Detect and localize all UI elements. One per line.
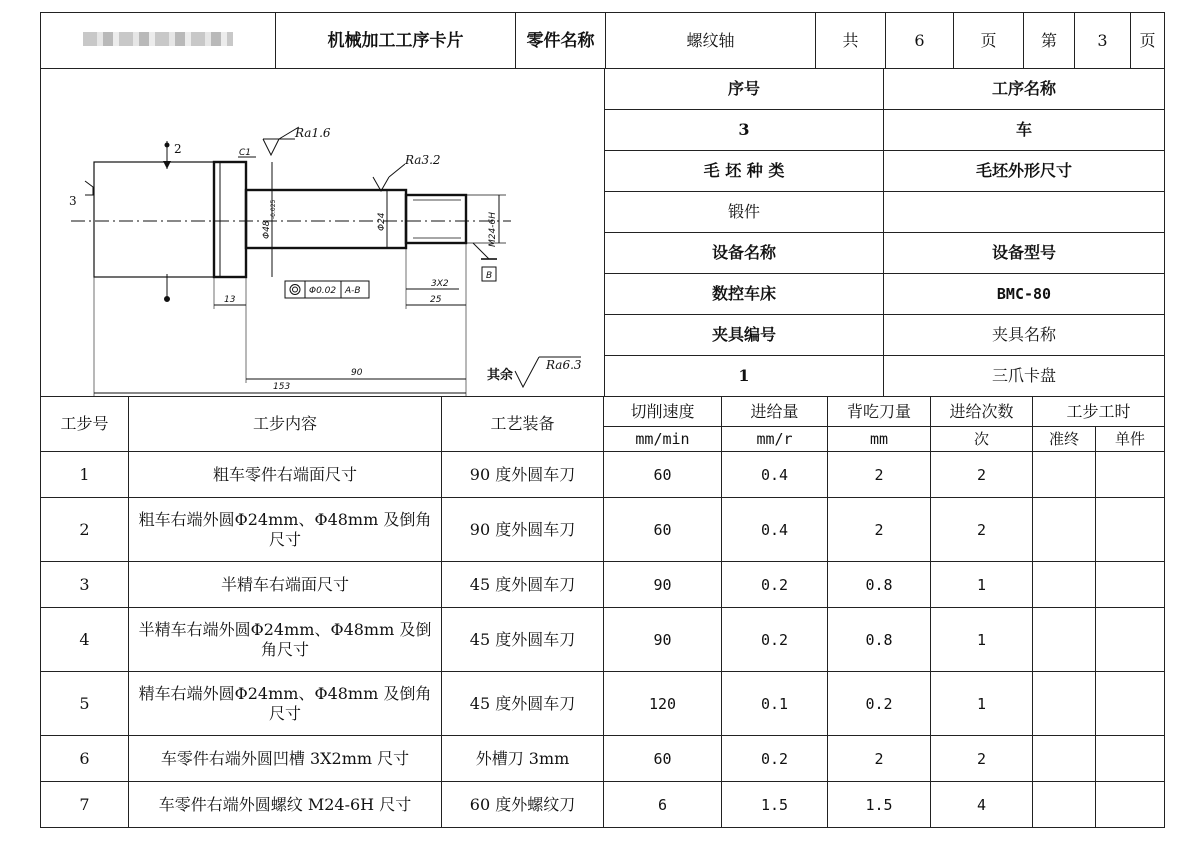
step-tool: 45 度外圆车刀 <box>442 608 604 672</box>
concentricity-outer <box>290 285 300 295</box>
step-tool: 45 度外圆车刀 <box>442 562 604 608</box>
step-depth: 0.8 <box>828 608 931 672</box>
thread-label: M24-6H <box>488 212 498 247</box>
step-passes: 1 <box>931 562 1033 608</box>
step-passes: 1 <box>931 672 1033 736</box>
card-title: 机械加工工序卡片 <box>276 13 516 69</box>
d24-label: Φ24 <box>377 212 387 231</box>
part-drawing-cell <box>41 69 605 397</box>
chamfer-label: C1 <box>239 148 252 158</box>
step-time-prep <box>1033 562 1096 608</box>
col-header-tool: 工艺装备 <box>442 397 604 452</box>
unit-feed: mm/r <box>722 427 828 452</box>
step-content: 半精车右端面尺寸 <box>129 562 442 608</box>
flange-outline <box>214 162 246 277</box>
step-feed: 1.5 <box>722 782 828 828</box>
step-content: 半精车右端外圆Φ24mm、Φ48mm 及倒角尺寸 <box>129 608 442 672</box>
blank-type-value: 锻件 <box>605 192 884 233</box>
step-no: 5 <box>41 672 129 736</box>
table-row <box>41 736 1165 782</box>
step-content: 粗车右端外圆Φ24mm、Φ48mm 及倒角尺寸 <box>129 498 442 562</box>
fixture-no-label: 夹具编号 <box>605 315 884 356</box>
ref-3-label: 3 <box>69 194 77 208</box>
step-no: 3 <box>41 562 129 608</box>
step-time-unit <box>1096 672 1165 736</box>
step-no: 6 <box>41 736 129 782</box>
step-depth: 2 <box>828 498 931 562</box>
col-header-passes: 进给次数 <box>931 397 1033 427</box>
step-no: 7 <box>41 782 129 828</box>
dim-153-label: 153 <box>273 382 291 392</box>
step-depth: 1.5 <box>828 782 931 828</box>
step-content: 粗车零件右端面尺寸 <box>129 452 442 498</box>
ra1-label: Ra1.6 <box>295 126 331 140</box>
card-header <box>40 12 1165 69</box>
equip-model-label: 设备型号 <box>884 233 1165 274</box>
ref2-lower-dot <box>165 297 170 302</box>
datum-b-label: B <box>486 271 493 281</box>
unit-passes: 次 <box>931 427 1033 452</box>
total-label: 共 <box>816 13 886 69</box>
col-header-feed: 进给量 <box>722 397 828 427</box>
step-tool: 90 度外圆车刀 <box>442 498 604 562</box>
seq-value: 3 <box>605 110 884 151</box>
page-unit-2: 页 <box>1131 13 1165 69</box>
step-feed: 0.2 <box>722 608 828 672</box>
blank-type-label: 毛 坯 种 类 <box>605 151 884 192</box>
step-tool: 60 度外螺纹刀 <box>442 782 604 828</box>
thread-outline <box>406 195 466 243</box>
step-speed: 60 <box>604 452 722 498</box>
col-header-no: 工步号 <box>41 397 129 452</box>
step-depth: 0.8 <box>828 562 931 608</box>
step-time-prep <box>1033 498 1096 562</box>
ra2-label: Ra3.2 <box>405 153 441 167</box>
col-header-depth: 背吃刀量 <box>828 397 931 427</box>
concentricity-inner <box>293 287 298 292</box>
step-depth: 2 <box>828 736 931 782</box>
fixture-name-value: 三爪卡盘 <box>884 356 1165 397</box>
ra1-symbol <box>263 139 279 155</box>
step-time-prep <box>1033 608 1096 672</box>
unit-speed: mm/min <box>604 427 722 452</box>
info-section <box>40 68 1165 397</box>
ra-rest-symbol <box>515 357 539 387</box>
table-row <box>41 498 1165 562</box>
tolerance-value: Φ0.02 <box>309 286 337 296</box>
tolerance-datum: A-B <box>345 286 361 296</box>
steps-table <box>40 396 1165 828</box>
current-label: 第 <box>1024 13 1075 69</box>
step-tool: 45 度外圆车刀 <box>442 672 604 736</box>
d48-label: Φ48 <box>262 220 272 239</box>
step-time-prep <box>1033 736 1096 782</box>
step-content: 车零件右端外圆螺纹 M24-6H 尺寸 <box>129 782 442 828</box>
step-tool: 外槽刀 3mm <box>442 736 604 782</box>
table-row <box>41 782 1165 828</box>
step-speed: 60 <box>604 498 722 562</box>
step-feed: 0.4 <box>722 498 828 562</box>
dim-90-label: 90 <box>351 368 363 378</box>
table-row <box>41 452 1165 498</box>
step-feed: 0.2 <box>722 562 828 608</box>
step-time-unit <box>1096 498 1165 562</box>
part-name: 螺纹轴 <box>606 13 816 69</box>
fixture-name-label: 夹具名称 <box>884 315 1165 356</box>
col-header-content: 工步内容 <box>129 397 442 452</box>
step-passes: 2 <box>931 452 1033 498</box>
process-card <box>40 12 1164 828</box>
op-name-value: 车 <box>884 110 1165 151</box>
col-header-time: 工步工时 <box>1033 397 1165 427</box>
ref2-dot <box>165 143 169 147</box>
step-feed: 0.2 <box>722 736 828 782</box>
ref2-arrow <box>163 161 171 169</box>
unit-time-unit: 单件 <box>1096 427 1165 452</box>
step-time-unit <box>1096 562 1165 608</box>
step-feed: 0.4 <box>722 452 828 498</box>
seq-label: 序号 <box>605 69 884 110</box>
step-depth: 2 <box>828 452 931 498</box>
step-passes: 2 <box>931 736 1033 782</box>
step-time-prep <box>1033 672 1096 736</box>
step-no: 2 <box>41 498 129 562</box>
d48-tol-label: -0.025 <box>270 199 277 219</box>
part-drawing <box>41 69 605 397</box>
ra2-leader <box>389 164 405 177</box>
redaction-blur <box>83 32 233 46</box>
step-depth: 0.2 <box>828 672 931 736</box>
part-name-label: 零件名称 <box>516 13 606 69</box>
step-passes: 4 <box>931 782 1033 828</box>
page-unit: 页 <box>954 13 1024 69</box>
fixture-no-value: 1 <box>605 356 884 397</box>
total-pages: 6 <box>886 13 954 69</box>
op-name-label: 工序名称 <box>884 69 1165 110</box>
blank-size-value <box>884 192 1165 233</box>
step-speed: 120 <box>604 672 722 736</box>
blank-size-label: 毛坯外形尺寸 <box>884 151 1165 192</box>
table-row <box>41 672 1165 736</box>
dim-25-label: 25 <box>430 295 442 305</box>
step-feed: 0.1 <box>722 672 828 736</box>
current-page: 3 <box>1075 13 1131 69</box>
step-speed: 6 <box>604 782 722 828</box>
unit-time-prep: 准终 <box>1033 427 1096 452</box>
step-passes: 2 <box>931 498 1033 562</box>
left-body-outline <box>94 162 214 277</box>
company-name-redacted <box>41 13 276 69</box>
col-header-speed: 切削速度 <box>604 397 722 427</box>
step-no: 1 <box>41 452 129 498</box>
step-time-unit <box>1096 782 1165 828</box>
ref-2-label: 2 <box>174 142 182 156</box>
step-time-unit <box>1096 736 1165 782</box>
step-content: 车零件右端外圆凹槽 3X2mm 尺寸 <box>129 736 442 782</box>
ra-rest-label: 其余 <box>487 368 514 383</box>
table-row <box>41 608 1165 672</box>
step-time-prep <box>1033 782 1096 828</box>
step-speed: 90 <box>604 608 722 672</box>
dim-13-label: 13 <box>224 295 236 305</box>
step-time-prep <box>1033 452 1096 498</box>
step-no: 4 <box>41 608 129 672</box>
ref3-mark <box>85 181 93 195</box>
equip-name-value: 数控车床 <box>605 274 884 315</box>
groove-label: 3X2 <box>431 279 449 289</box>
table-row <box>41 562 1165 608</box>
step-time-unit <box>1096 608 1165 672</box>
datum-b-leader <box>473 243 489 259</box>
step-tool: 90 度外圆车刀 <box>442 452 604 498</box>
equip-model-value: BMC-80 <box>884 274 1165 315</box>
step-passes: 1 <box>931 608 1033 672</box>
step-content: 精车右端外圆Φ24mm、Φ48mm 及倒角尺寸 <box>129 672 442 736</box>
step-time-unit <box>1096 452 1165 498</box>
step-speed: 60 <box>604 736 722 782</box>
equip-name-label: 设备名称 <box>605 233 884 274</box>
unit-depth: mm <box>828 427 931 452</box>
step-speed: 90 <box>604 562 722 608</box>
ra-rest-value: Ra6.3 <box>546 358 582 372</box>
